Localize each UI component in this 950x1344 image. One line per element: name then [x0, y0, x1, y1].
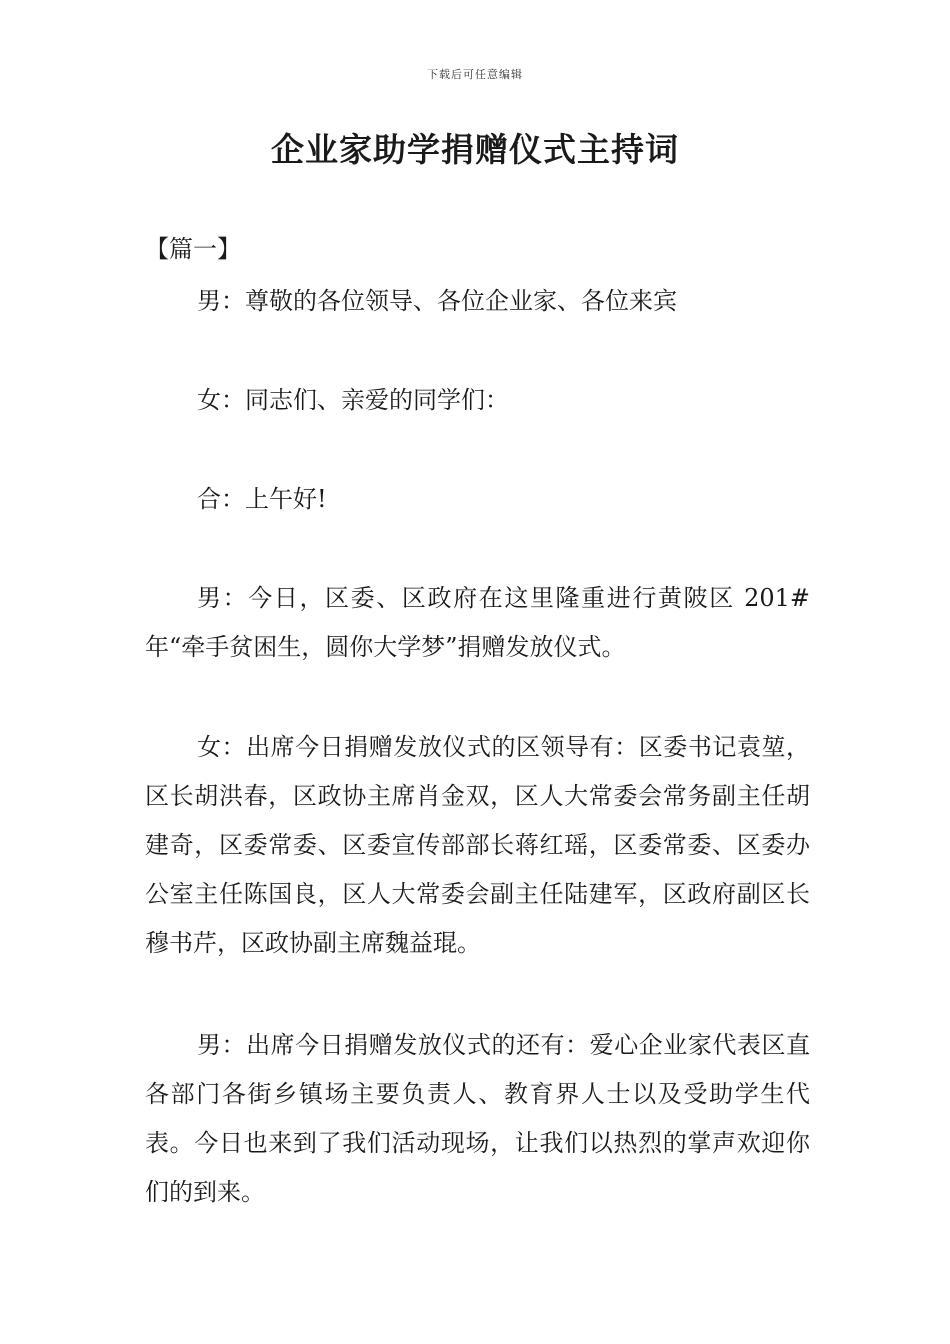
section-label: 【篇一】	[145, 235, 241, 263]
paragraph-leaders-present: 女：出席今日捐赠发放仪式的区领导有：区委书记袁堃，区长胡洪春，区政协主席肖金双，区人大常委会常务副主任胡建奇，区委常委、区委宣传部部长蒋红瑶，区委常委、区委办公室主任陈国良，区人大常委会副主任陆建军，区政府副区长穆书芹，区政协副主席魏益琨。	[145, 733, 810, 957]
paragraph-ceremony-intro: 男：今日，区委、区政府在这里隆重进行黄陂区 201#年“牵手贫困生，圆你大学梦”捐赠发放仪式。	[145, 584, 810, 661]
paragraph-joint-greeting: 合：上午好!	[197, 485, 327, 513]
header-note: 下载后可任意编辑	[427, 68, 523, 81]
paragraph-male-greeting: 男：尊敬的各位领导、各位企业家、各位来宾	[197, 287, 677, 315]
paragraph-guests-present: 男：出席今日捐赠发放仪式的还有：爱心企业家代表区直各部门各街乡镇场主要负责人、教育界人士以及受助学生代表。今日也来到了我们活动现场，让我们以热烈的掌声欢迎你们的到来。	[145, 1031, 810, 1206]
paragraph-female-greeting: 女：同志们、亲爱的同学们：	[197, 386, 509, 414]
document-title: 企业家助学捐赠仪式主持词	[271, 130, 679, 169]
